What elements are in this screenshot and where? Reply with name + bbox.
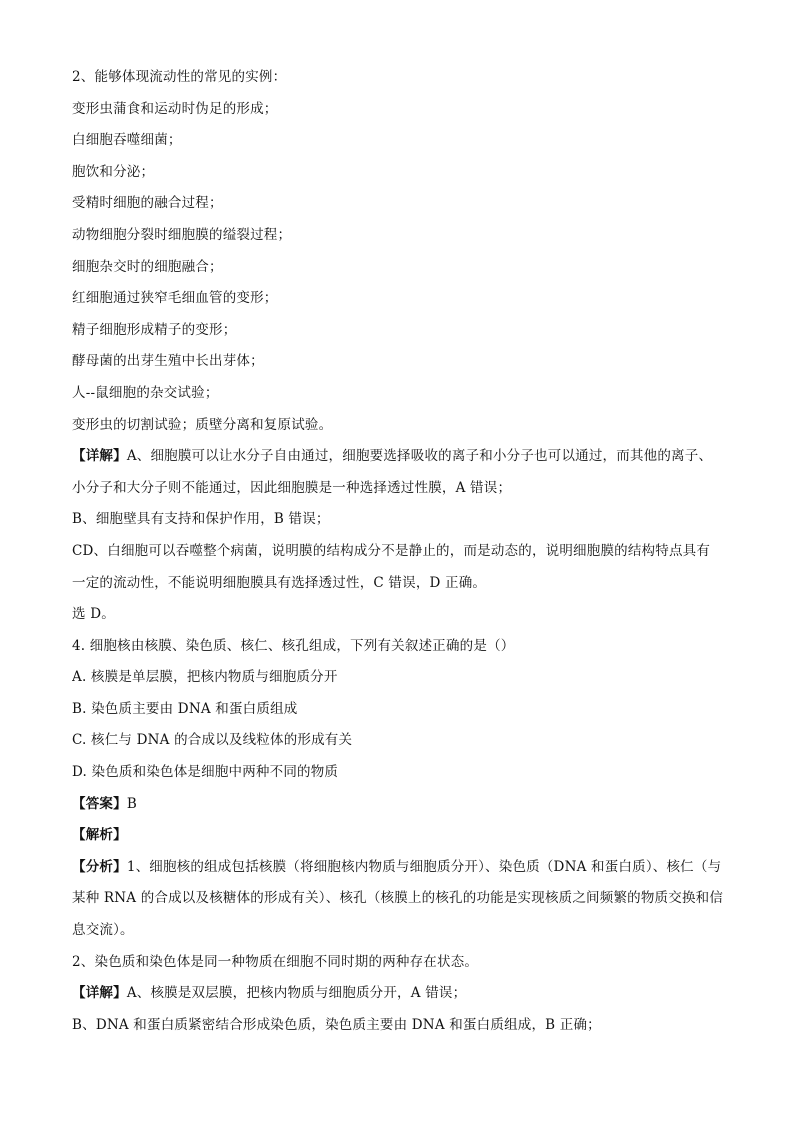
text-line: 动物细胞分裂时细胞膜的缢裂过程； xyxy=(72,226,292,243)
q4-analysis-heading xyxy=(72,820,724,852)
answer-label: 【答案】 xyxy=(72,795,127,812)
text-line: 细胞杂交时的细胞融合； xyxy=(72,258,223,275)
text-line: 酵母菌的出芽生殖中长出芽体； xyxy=(72,353,264,370)
text-line: 白细胞吞噬细菌； xyxy=(72,132,182,149)
q3-detail-a-line2: 小分子和大分子则不能通过，因此细胞膜是一种选择透过性膜，A 错误； xyxy=(72,479,512,496)
q4-detail-a: 【详解】A、核膜是双层膜，把核内物质与细胞质分开，A 错误； xyxy=(72,985,467,1002)
q3-detail-b-line: B、细胞壁具有支持和保护作用，B 错误； xyxy=(72,511,330,528)
q4-fenxi-line2: 某种 RNA 的合成以及核糖体的形成有关）、核孔（核膜上的核孔的功能是实现核质之间频繁的物质交换和信 xyxy=(72,890,724,907)
q3-detail-a-line1: 【详解】A、细胞膜可以让水分子自由通过，细胞要选择吸收的离子和小分子也可以通过，而其他的离子、 xyxy=(72,448,713,465)
q3-detail-cd-line1: CD、白细胞可以吞噬整个病菌，说明膜的结构成分不是静止的，而是动态的，说明细胞膜的结构特点具有 xyxy=(72,542,711,559)
q4-detail-b: B、DNA 和蛋白质紧密结合形成染色质，染色质主要由 DNA 和蛋白质组成，B 正确； xyxy=(72,1016,601,1033)
text-line: 红细胞通过狭窄毛细血管的变形； xyxy=(72,290,278,307)
detail-label: 【详解】 xyxy=(72,985,127,1002)
document-body xyxy=(72,62,724,1041)
text-line: 变形虫的切割试验；质壁分离和复原试验。 xyxy=(72,416,333,433)
text-line: 变形虫蒲食和运动时伪足的形成； xyxy=(72,100,278,117)
q4-fenxi-line1: 【分析】1、细胞核的组成包括核膜（将细胞核内物质与细胞质分开）、染色质（DNA 和蛋白质）、核仁（与 xyxy=(72,858,722,875)
text-line: 2、能够体现流动性的常见的实例： xyxy=(72,69,287,85)
text-line: 精子细胞形成精子的变形； xyxy=(72,321,237,338)
q4-fenxi-point2: 2、染色质和染色体是同一种物质在细胞不同时期的两种存在状态。 xyxy=(72,953,479,970)
q4-option-c: C. 核仁与 DNA 的合成以及线粒体的形成有关 xyxy=(72,732,353,749)
q4-option-b: B. 染色质主要由 DNA 和蛋白质组成 xyxy=(72,700,298,717)
text-line: 胞饮和分泌； xyxy=(72,163,155,180)
q4-answer xyxy=(72,789,724,821)
q4-fenxi-line3: 息交流）。 xyxy=(72,922,134,939)
q4-option-d: D. 染色质和染色体是细胞中两种不同的物质 xyxy=(72,764,339,781)
fenxi-label: 【分析】 xyxy=(72,858,127,875)
text-line: 受精时细胞的融合过程； xyxy=(72,195,223,212)
q3-detail-cd-line2: 一定的流动性，不能说明细胞膜具有选择透过性，C 错误，D 正确。 xyxy=(72,574,487,591)
q4-stem: 4. 细胞核由核膜、染色质、核仁、核孔组成，下列有关叙述正确的是（） xyxy=(72,637,515,654)
answer-value: B xyxy=(126,795,137,812)
q4-option-a: A. 核膜是单层膜，把核内物质与细胞质分开 xyxy=(72,669,338,686)
q3-choice: 选 D。 xyxy=(72,606,115,623)
text-line: 人--鼠细胞的杂交试验； xyxy=(72,384,219,401)
analysis-label: 【解析】 xyxy=(72,827,127,844)
detail-label: 【详解】 xyxy=(72,448,127,465)
